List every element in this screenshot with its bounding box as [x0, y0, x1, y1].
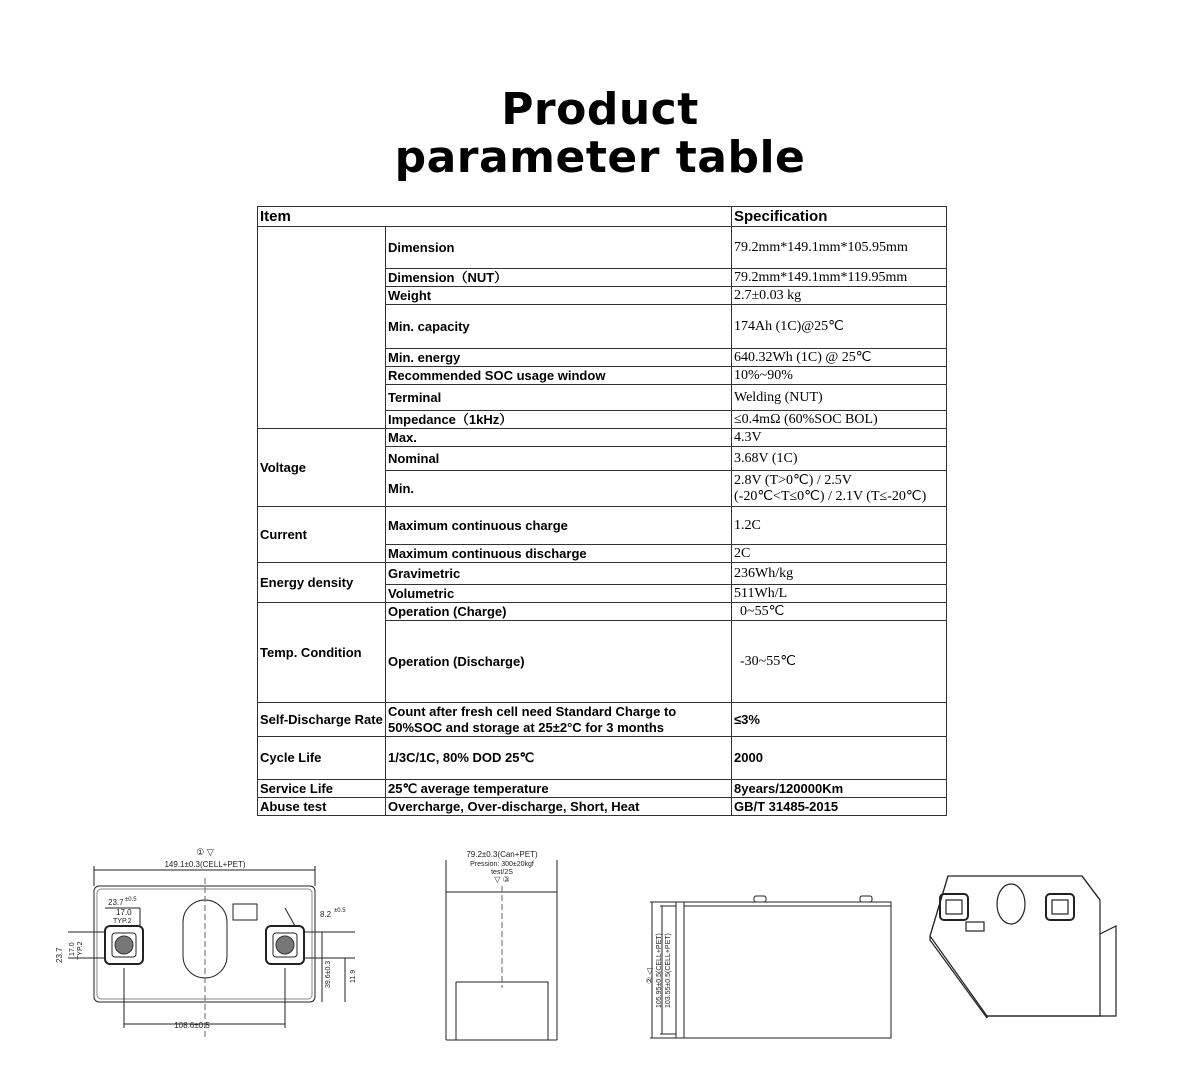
table-row: [258, 507, 947, 545]
param-value: 2000: [732, 737, 947, 780]
param-label: Terminal: [386, 385, 732, 411]
param-value: 236Wh/kg: [732, 563, 947, 585]
table-row: [258, 798, 947, 816]
voltage-label: Voltage: [258, 429, 386, 507]
top-view-d5-sub: TYP.2: [77, 941, 84, 960]
param-value: Welding (NUT): [732, 385, 947, 411]
param-value: 511Wh/L: [732, 585, 947, 603]
param-value: 2.7±0.03 kg: [732, 287, 947, 305]
param-label: Dimension（NUT）: [386, 269, 732, 287]
param-value: 10%~90%: [732, 367, 947, 385]
top-view-bottom-dim: 108.6±0.5: [174, 1021, 210, 1030]
table-row: [258, 227, 947, 269]
technical-drawings: [0, 838, 1200, 1058]
top-view-d4: 23.7: [55, 947, 64, 963]
top-view-d3-tol: ±0.5: [334, 908, 346, 914]
param-label: Maximum continuous discharge: [386, 545, 732, 563]
self-discharge-label: Self-Discharge Rate: [258, 703, 386, 737]
top-view-d1: 23.7: [108, 898, 124, 907]
top-view-length-dim: 149.1±0.3(CELL+PET): [164, 860, 246, 869]
param-value: 2C: [732, 545, 947, 563]
param-label: Operation (Discharge): [386, 621, 732, 703]
side-view-datum: ② ◁: [645, 968, 654, 984]
table-row: [258, 603, 947, 621]
top-view-d2: 17.0: [116, 908, 132, 917]
top-view-d5: 17.0: [69, 942, 76, 956]
top-view-d1-tol: ±0.5: [125, 897, 137, 903]
end-view-test: test/2S: [491, 869, 513, 876]
top-view-datum: ① ▽: [196, 847, 214, 857]
general-group-cell: [258, 227, 386, 429]
side-view-drawing: [645, 896, 891, 1038]
param-label: Max.: [386, 429, 732, 447]
side-view-h2: 103.55±0.5(CELL+PET): [665, 933, 672, 1008]
param-value: 4.3V: [732, 429, 947, 447]
param-value: ≤0.4mΩ (60%SOC BOL): [732, 411, 947, 429]
param-label: Maximum continuous charge: [386, 507, 732, 545]
param-label: Count after fresh cell need Standard Charge to 50%SOC and storage at 25±2°C for 3 months: [386, 703, 732, 737]
param-value: ≤3%: [732, 703, 947, 737]
param-value: 2.8V (T>0℃) / 2.5V (-20℃<T≤0℃) / 2.1V (T≤-20℃): [732, 471, 947, 507]
param-label: Min. energy: [386, 349, 732, 367]
end-view-drawing: [446, 850, 557, 1040]
param-value: -30~55℃: [732, 621, 947, 703]
param-value: 640.32Wh (1C) @ 25℃: [732, 349, 947, 367]
table-row: [258, 703, 947, 737]
param-label: 1/3C/1C, 80% DOD 25℃: [386, 737, 732, 780]
temp-condition-label: Temp. Condition: [258, 603, 386, 703]
title-line-2: parameter table: [394, 132, 806, 183]
table-row: [258, 429, 947, 447]
energy-density-label: Energy density: [258, 563, 386, 603]
param-label: Min.: [386, 471, 732, 507]
param-value: 79.2mm*149.1mm*119.95mm: [732, 269, 947, 287]
abuse-test-label: Abuse test: [258, 798, 386, 816]
param-value: 79.2mm*149.1mm*105.95mm: [732, 227, 947, 269]
header-specification: Specification: [732, 207, 947, 227]
top-view-drawing: [55, 847, 357, 1038]
end-view-width-dim: 79.2±0.3(Can+PET): [466, 850, 538, 859]
table-row: [258, 737, 947, 780]
param-label: Overcharge, Over-discharge, Short, Heat: [386, 798, 732, 816]
isometric-view-drawing: [930, 876, 1116, 1018]
param-value: 174Ah (1C)@25℃: [732, 305, 947, 349]
service-life-label: Service Life: [258, 780, 386, 798]
header-item: Item: [258, 207, 732, 227]
param-label: Volumetric: [386, 585, 732, 603]
side-view-h1: 105.95±0.5(CELL+PET): [656, 933, 663, 1008]
param-value: 0~55℃: [732, 603, 947, 621]
end-view-datum: ▽ ③: [494, 875, 510, 884]
param-value: 3.68V (1C): [732, 447, 947, 471]
param-label: 25℃ average temperature: [386, 780, 732, 798]
top-view-d3: 8.2: [320, 910, 332, 919]
param-value: 8years/120000Km: [732, 780, 947, 798]
end-view-pression: Pression: 300±20kgf: [470, 861, 534, 868]
drawings-svg: [0, 838, 1200, 1058]
parameter-table: [257, 206, 947, 816]
param-label: Impedance（1kHz）: [386, 411, 732, 429]
param-value: 1.2C: [732, 507, 947, 545]
title-line-1: Product: [501, 84, 699, 135]
table-header-row: [258, 207, 947, 227]
table-row: [258, 563, 947, 585]
top-view-d6: 39.6±0.3: [325, 960, 332, 988]
top-view-d7: 11.9: [350, 969, 357, 983]
param-label: Dimension: [386, 227, 732, 269]
top-view-d2-sub: TYP.2: [113, 918, 132, 925]
param-label: Operation (Charge): [386, 603, 732, 621]
param-label: Recommended SOC usage window: [386, 367, 732, 385]
page-title: [0, 86, 1200, 182]
current-label: Current: [258, 507, 386, 563]
cycle-life-label: Cycle Life: [258, 737, 386, 780]
table-row: [258, 780, 947, 798]
param-value: GB/T 31485-2015: [732, 798, 947, 816]
param-label: Nominal: [386, 447, 732, 471]
param-label: Gravimetric: [386, 563, 732, 585]
param-label: Weight: [386, 287, 732, 305]
param-label: Min. capacity: [386, 305, 732, 349]
